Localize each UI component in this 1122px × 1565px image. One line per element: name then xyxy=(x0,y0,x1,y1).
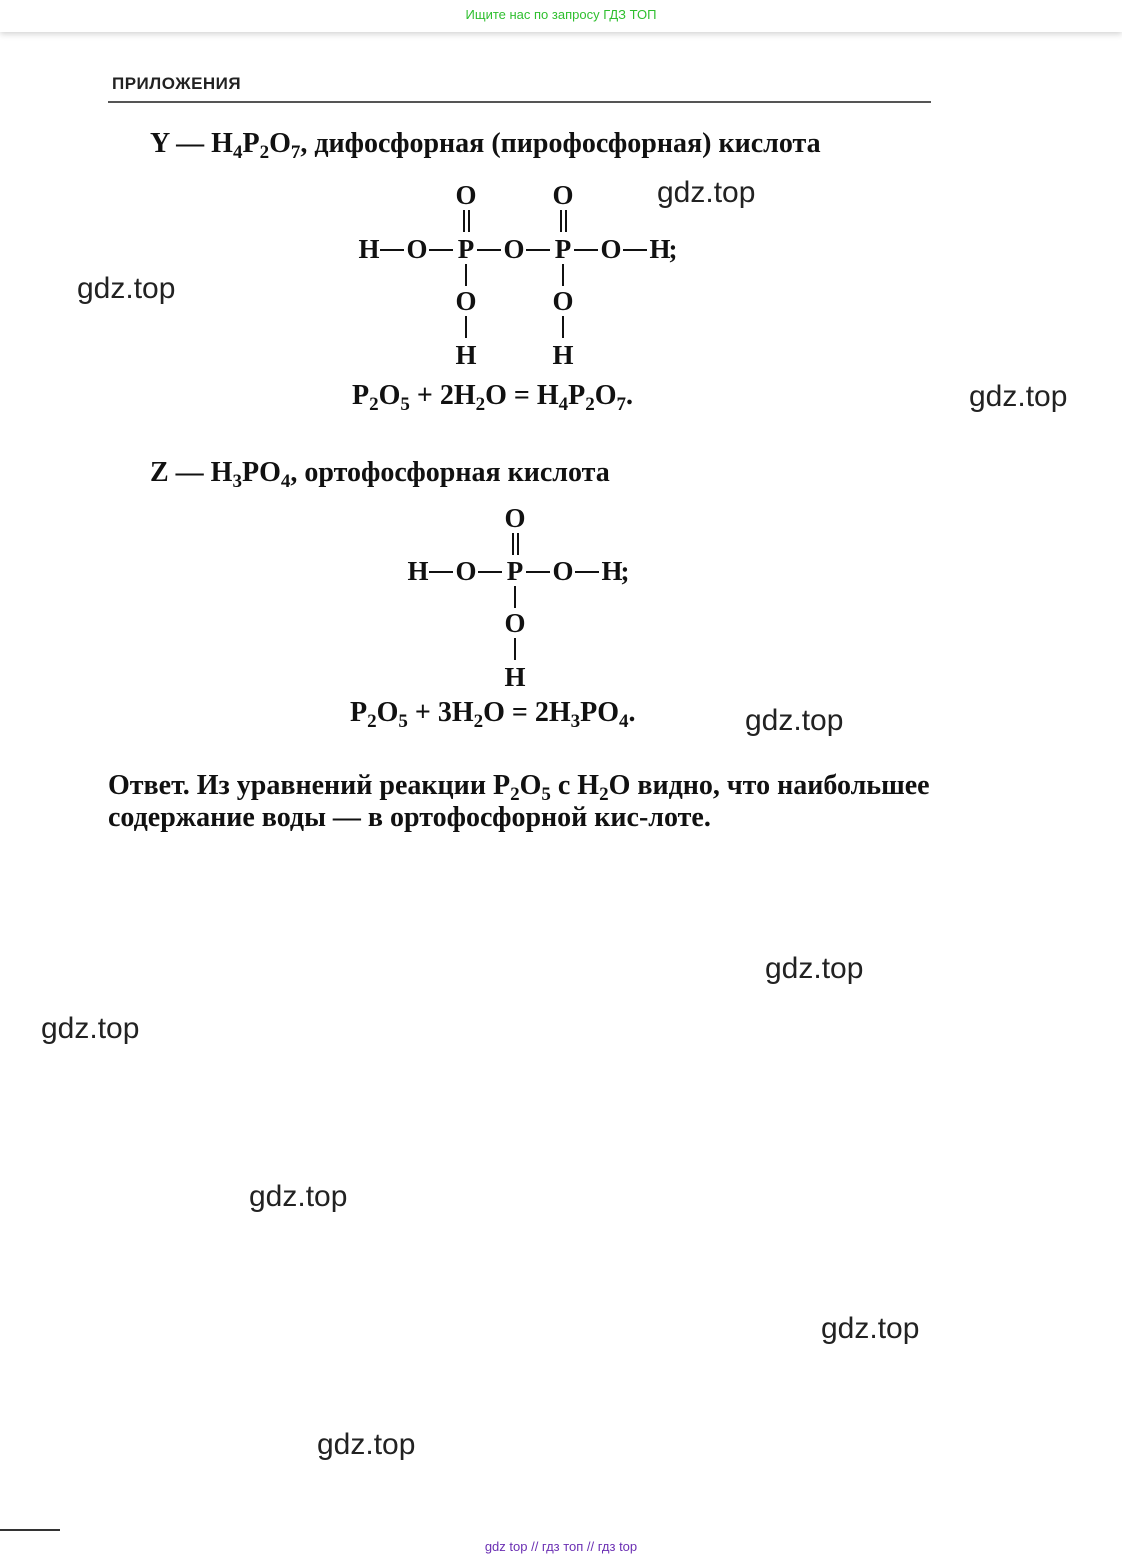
footer-links[interactable]: gdz top // гдз топ // гдз top xyxy=(484,1539,638,1554)
atom-o: O xyxy=(552,286,574,316)
text-fragment: 2 xyxy=(599,784,609,805)
bond-line xyxy=(429,571,453,573)
answer-paragraph xyxy=(108,770,931,834)
semicolon: ; xyxy=(620,556,630,586)
atom-h: H xyxy=(455,340,477,370)
bond-line xyxy=(514,638,516,660)
text-fragment: 5 xyxy=(398,711,408,732)
atom-p: P xyxy=(554,234,572,264)
text-fragment: O видно, что наибольшее содержание воды — в ортофосфорной кис-лоте. xyxy=(108,770,930,833)
watermark: gdz.top xyxy=(765,952,864,985)
bond-line xyxy=(562,316,564,338)
watermark: gdz.top xyxy=(249,1180,348,1213)
text-fragment: P xyxy=(568,380,586,411)
text-fragment: P xyxy=(352,380,370,411)
bond-line xyxy=(463,210,465,232)
bond-line xyxy=(468,210,470,232)
atom-h: H xyxy=(504,662,526,692)
text-fragment: 2 xyxy=(367,711,377,732)
atom-h: H xyxy=(552,340,574,370)
text-fragment: 2 xyxy=(585,394,595,415)
bond-line xyxy=(465,316,467,338)
bond-line xyxy=(429,249,453,251)
text-fragment: PO xyxy=(241,457,281,488)
bond-line xyxy=(465,264,467,286)
text-fragment: 2 xyxy=(259,142,270,163)
text-fragment: Z — H xyxy=(150,457,233,488)
atom-o: O xyxy=(455,180,477,210)
atom-o: O xyxy=(455,286,477,316)
text-fragment: O xyxy=(519,770,542,801)
text-fragment: Y — H xyxy=(150,128,233,159)
text-fragment: , ортофосфорная кислота xyxy=(290,457,610,488)
section-header: ПРИЛОЖЕНИЯ xyxy=(112,74,242,93)
watermark: gdz.top xyxy=(41,1012,140,1045)
top-banner xyxy=(0,0,1122,32)
atom-h: H xyxy=(601,556,623,586)
atom-h: H xyxy=(407,556,429,586)
text-fragment: P xyxy=(242,128,260,159)
atom-o: O xyxy=(552,180,574,210)
watermark: gdz.top xyxy=(657,176,756,209)
text-fragment: , дифосфорная (пирофосфорная) кислота xyxy=(300,128,821,159)
text-fragment: 7 xyxy=(290,142,301,163)
text-fragment: 2 xyxy=(369,394,379,415)
atom-o: O xyxy=(504,503,526,533)
text-fragment: O xyxy=(376,697,399,728)
footer-rule xyxy=(0,1529,60,1531)
top-banner-text: Ищите нас по запросу ГДЗ ТОП xyxy=(465,7,657,22)
semicolon: ; xyxy=(668,234,678,264)
atom-h: H xyxy=(358,234,380,264)
text-fragment: 2 xyxy=(475,394,486,415)
text-fragment: Из уравнений реакции P xyxy=(189,770,511,801)
bond-line xyxy=(575,571,599,573)
atom-h: H xyxy=(649,234,671,264)
atom-o: O xyxy=(406,234,428,264)
atom-o: O xyxy=(600,234,622,264)
text-fragment: . xyxy=(628,697,636,728)
bond-line xyxy=(380,249,404,251)
bond-line xyxy=(574,249,598,251)
bond-line xyxy=(526,571,550,573)
text-fragment: 2 xyxy=(510,784,520,805)
bond-line xyxy=(565,210,567,232)
text-fragment: 4 xyxy=(558,394,569,415)
bond-line xyxy=(514,586,516,608)
text-fragment: с H xyxy=(550,770,600,801)
text-fragment: . xyxy=(626,380,634,411)
watermark: gdz.top xyxy=(745,704,844,737)
atom-o: O xyxy=(455,556,477,586)
watermark: gdz.top xyxy=(317,1428,416,1461)
text-fragment: 4 xyxy=(232,142,243,163)
bond-line xyxy=(623,249,647,251)
bond-line xyxy=(562,264,564,286)
answer-label: Ответ. xyxy=(108,770,190,801)
bond-line xyxy=(526,249,550,251)
text-fragment: + 3H xyxy=(407,697,474,728)
text-fragment: O xyxy=(269,128,291,159)
bond-line xyxy=(477,249,501,251)
text-fragment: O xyxy=(594,380,617,411)
watermark: gdz.top xyxy=(821,1312,920,1345)
bond-line xyxy=(512,533,514,555)
atom-o: O xyxy=(552,556,574,586)
text-fragment: 5 xyxy=(400,394,410,415)
text-fragment: 3 xyxy=(232,471,242,492)
text-fragment: + 2H xyxy=(409,380,476,411)
text-fragment: 7 xyxy=(616,394,627,415)
atom-p: P xyxy=(457,234,475,264)
text-fragment: 4 xyxy=(619,711,629,732)
text-fragment: 3 xyxy=(570,711,581,732)
bond-line xyxy=(517,533,519,555)
text-fragment: 2 xyxy=(473,711,484,732)
text-fragment: O xyxy=(378,380,401,411)
header-rule xyxy=(108,101,931,103)
text-fragment: O = H xyxy=(485,380,559,411)
text-fragment: 4 xyxy=(280,471,291,492)
bond-line xyxy=(478,571,502,573)
watermark: gdz.top xyxy=(77,272,176,305)
z-acid-line xyxy=(150,457,610,492)
bond-line xyxy=(560,210,562,232)
text-fragment: O = 2H xyxy=(483,697,571,728)
equation-2 xyxy=(350,697,636,732)
text-fragment: P xyxy=(350,697,368,728)
y-acid-line xyxy=(150,128,821,163)
text-fragment: 5 xyxy=(541,784,551,805)
atom-p: P xyxy=(506,556,524,586)
equation-1 xyxy=(352,380,634,415)
text-fragment: PO xyxy=(580,697,620,728)
atom-o: O xyxy=(503,234,525,264)
watermark: gdz.top xyxy=(969,380,1068,413)
atom-o: O xyxy=(504,608,526,638)
